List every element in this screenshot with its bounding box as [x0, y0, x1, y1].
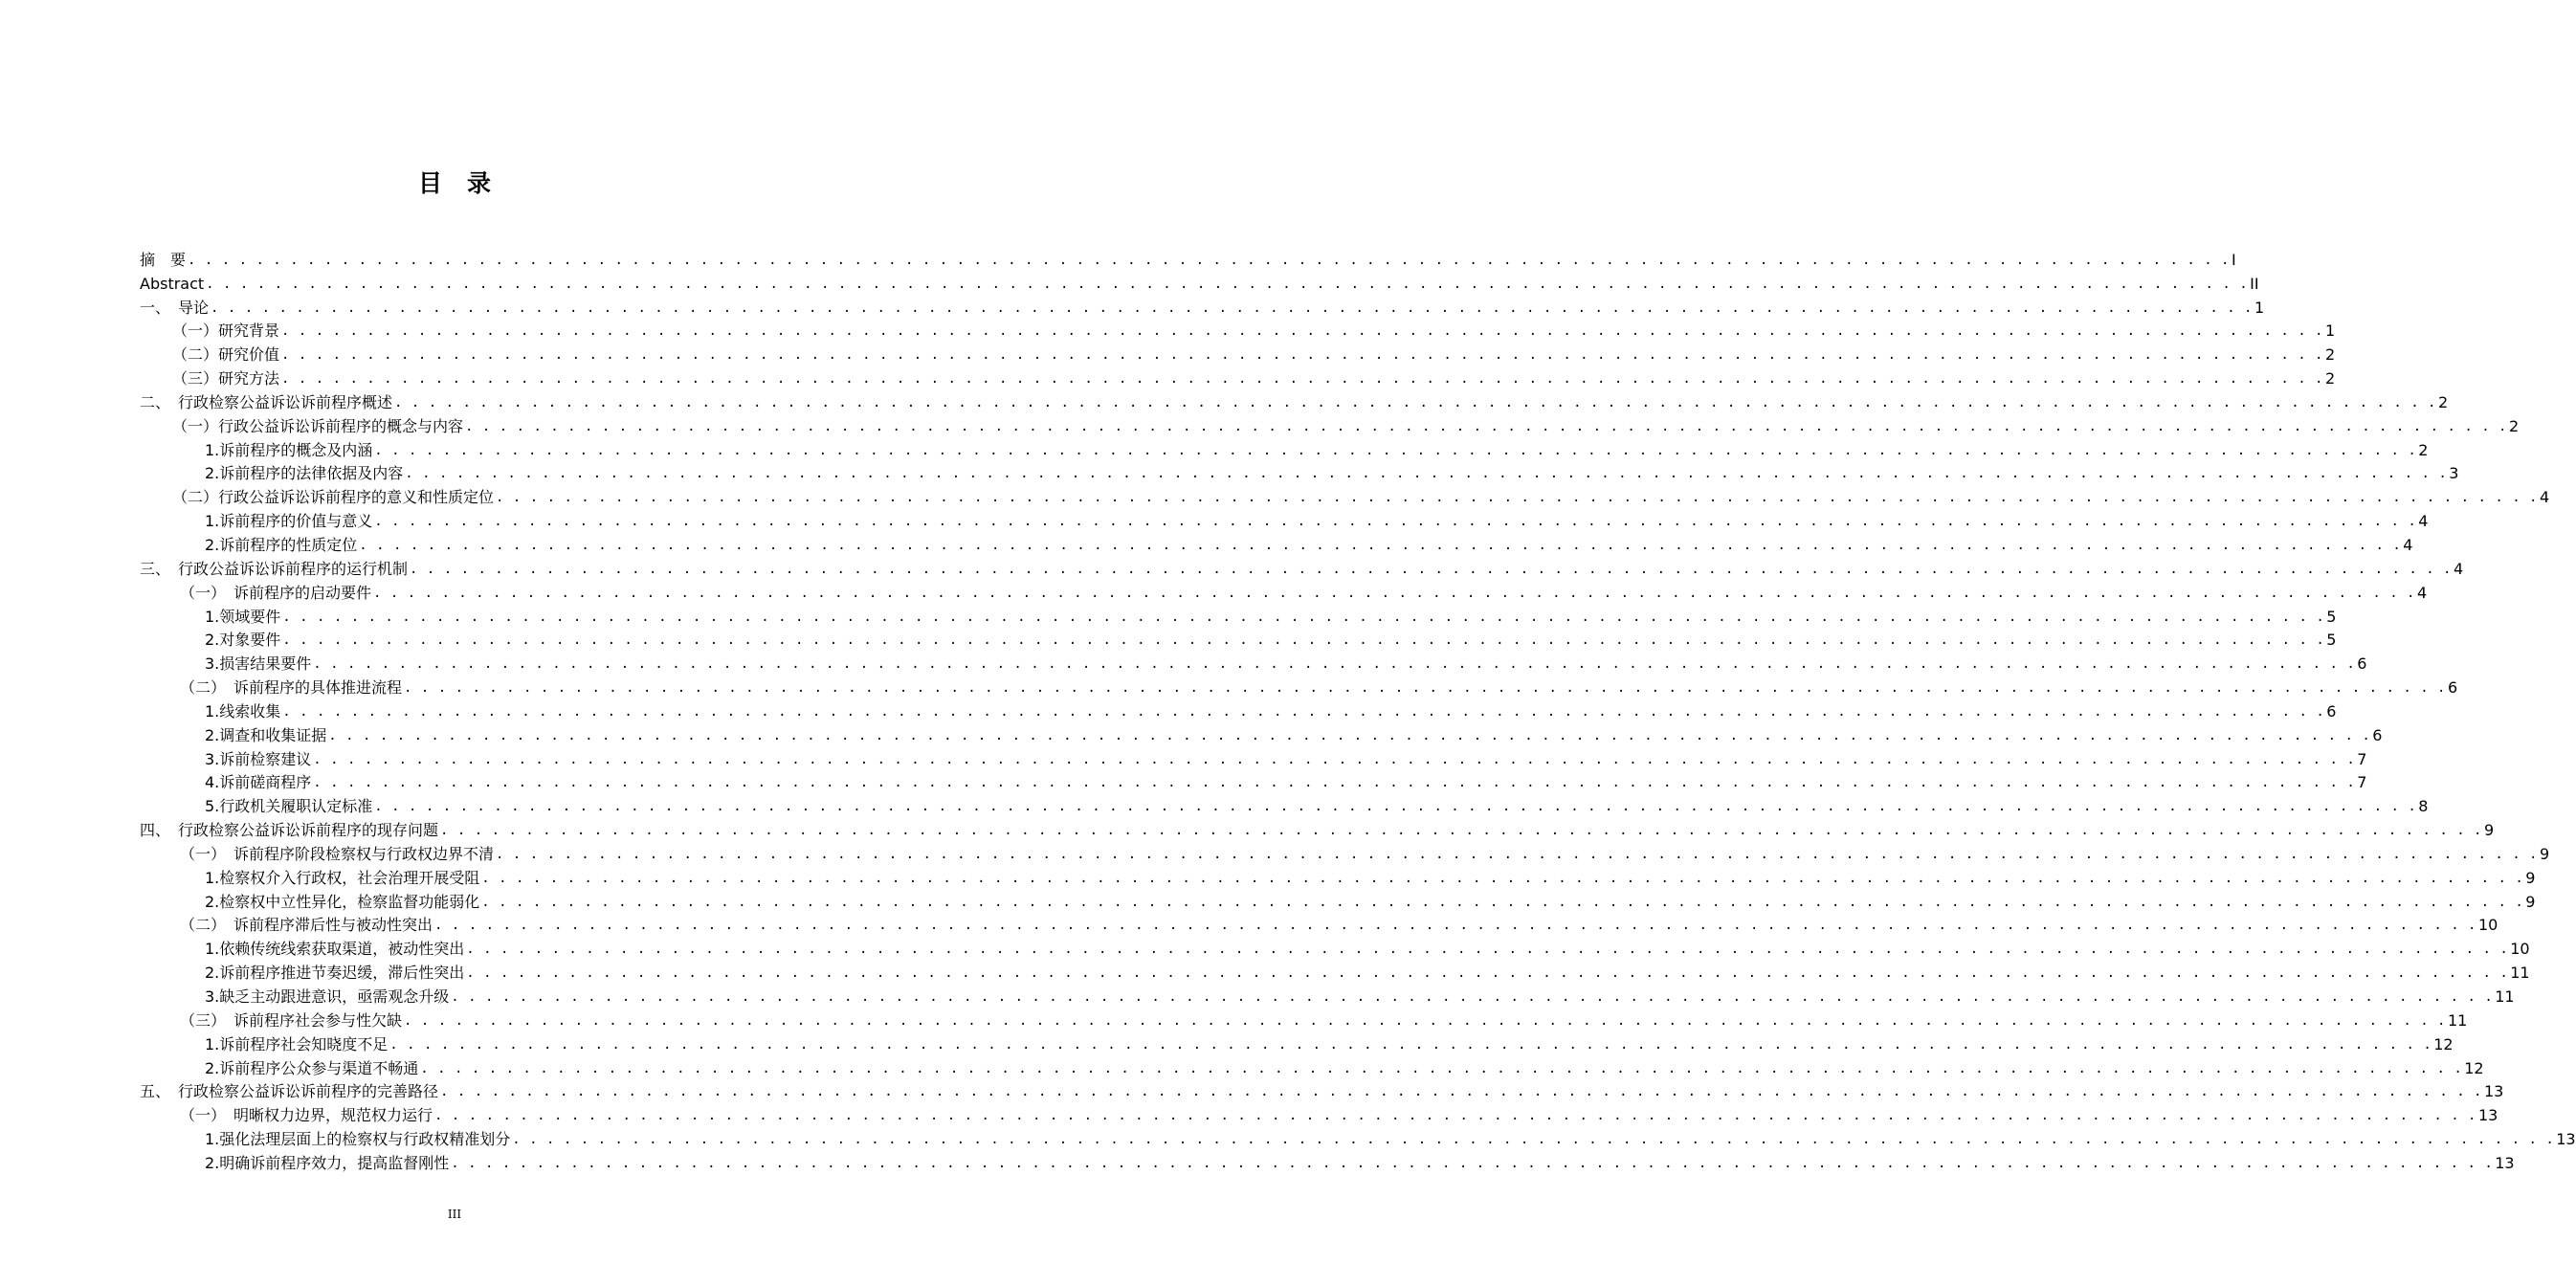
toc-entry-page: 5 — [2326, 607, 2337, 626]
toc-entry-label: （二） 诉前程序的具体推进流程 — [180, 678, 403, 698]
toc-dot-leader: . . . . . . . . . . . . . . . . . . . . . . . . . . . . . . . . . . . . . . . . . . . . . . . . . . . . . . . . . . . . . . . . . . . . . . . . . . . . . . . . . . . . . . . . . . . . . . . . . . . . . . . . . . . . . . . . . . . . . . . . — [451, 989, 2494, 1005]
toc-entry-label: 2.诉前程序的性质定位 — [205, 535, 358, 554]
toc-entry-page: 2 — [2418, 440, 2429, 459]
toc-dot-leader: . . . . . . . . . . . . . . . . . . . . . . . . . . . . . . . . . . . . . . . . . . . . . . . . . . . . . . . . . . . . . . . . . . . . . . . . . . . . . . . . . . . . . . . . . . . . . . . . . . . . . . . . . . . . . . . . . . . . . . . . — [282, 632, 2325, 649]
toc-dot-leader: . . . . . . . . . . . . . . . . . . . . . . . . . . . . . . . . . . . . . . . . . . . . . . . . . . . . . . . . . . . . . . . . . . . . . . . . . . . . . . . . . . . . . . . . . . . . . . . . . . . . . . . . . . . . . . . . . . . . . . . . — [188, 252, 2230, 268]
page-title — [0, 165, 909, 199]
toc-entry-label: 3.缺乏主动跟进意识，亟需观念升级 — [205, 987, 450, 1006]
toc-entry[interactable] — [140, 531, 2413, 555]
toc-entry-page: 1 — [2254, 298, 2265, 317]
toc-entry-page: 4 — [2403, 535, 2413, 554]
toc-entry-label: （一）行政公益诉讼诉前程序的概念与内容 — [172, 416, 464, 435]
page-title-char-1: 目 — [417, 169, 442, 197]
toc-entry-page: 11 — [2495, 987, 2515, 1006]
toc-entry-label: 3.诉前检察建议 — [205, 749, 312, 768]
toc-entry-label: 二、 行政检察公益诉讼诉前程序概述 — [140, 392, 393, 411]
toc-entry[interactable] — [140, 1007, 2468, 1031]
toc-entry[interactable] — [140, 935, 2530, 959]
toc-entry-page: 9 — [2525, 868, 2536, 887]
toc-entry-label: 2.诉前程序公众参与渠道不畅通 — [205, 1058, 419, 1077]
toc-entry-page: 6 — [2372, 725, 2383, 744]
toc-entry-page: 4 — [2453, 559, 2464, 578]
toc-entry-label: 4.诉前磋商程序 — [205, 773, 312, 792]
toc-dot-leader: . . . . . . . . . . . . . . . . . . . . . . . . . . . . . . . . . . . . . . . . . . . . . . . . . . . . . . . . . . . . . . . . . . . . . . . . . . . . . . . . . . . . . . . . . . . . . . . . . . . . . . . . . . . . . . . . . . . . . . . . — [389, 1036, 2432, 1053]
toc-entry[interactable] — [140, 1149, 2515, 1173]
toc-dot-leader: . . . . . . . . . . . . . . . . . . . . . . . . . . . . . . . . . . . . . . . . . . . . . . . . . . . . . . . . . . . . . . . . . . . . . . . . . . . . . . . . . . . . . . . . . . . . . . . . . . . . . . . . . . . . . . . . . . . . . . . . — [374, 514, 2417, 530]
toc-entry[interactable] — [140, 603, 2337, 627]
toc-entry[interactable] — [140, 983, 2515, 1007]
toc-entry[interactable] — [140, 1078, 2504, 1102]
toc-dot-leader: . . . . . . . . . . . . . . . . . . . . . . . . . . . . . . . . . . . . . . . . . . . . . . . . . . . . . . . . . . . . . . . . . . . . . . . . . . . . . . . . . . . . . . . . . . . . . . . . . . . . . . . . . . . . . . . . . . . . . . . . — [496, 846, 2538, 862]
toc-entry-page: 13 — [2477, 1106, 2498, 1125]
toc-entry-label: 1.依赖传统线索获取渠道，被动性突出 — [205, 940, 465, 959]
toc-entry[interactable] — [140, 1031, 2454, 1054]
toc-entry-page: 4 — [2418, 512, 2429, 531]
toc-entry-page: 9 — [2483, 821, 2495, 840]
toc-entry-page: 2 — [2508, 416, 2520, 435]
toc-entry-page: 10 — [2510, 940, 2530, 959]
toc-dot-leader: . . . . . . . . . . . . . . . . . . . . . . . . . . . . . . . . . . . . . . . . . . . . . . . . . . . . . . . . . . . . . . . . . . . . . . . . . . . . . . . . . . . . . . . . . . . . . . . . . . . . . . . . . . . . . . . . . . . . . . . . — [434, 1108, 2476, 1124]
toc-entry[interactable] — [140, 1125, 2576, 1149]
toc-dot-leader: . . . . . . . . . . . . . . . . . . . . . . . . . . . . . . . . . . . . . . . . . . . . . . . . . . . . . . . . . . . . . . . . . . . . . . . . . . . . . . . . . . . . . . . . . . . . . . . . . . . . . . . . . . . . . . . . . . . . . . . . — [466, 965, 2509, 982]
toc-dot-leader: . . . . . . . . . . . . . . . . . . . . . . . . . . . . . . . . . . . . . . . . . . . . . . . . . . . . . . . . . . . . . . . . . . . . . . . . . . . . . . . . . . . . . . . . . . . . . . . . . . . . . . . . . . . . . . . . . . . . . . . . — [451, 1155, 2494, 1171]
toc-entry-label: 2.诉前程序的法律依据及内容 — [205, 464, 404, 483]
toc-entry[interactable] — [140, 341, 2336, 365]
toc-dot-leader: . . . . . . . . . . . . . . . . . . . . . . . . . . . . . . . . . . . . . . . . . . . . . . . . . . . . . . . . . . . . . . . . . . . . . . . . . . . . . . . . . . . . . . . . . . . . . . . . . . . . . . . . . . . . . . . . . . . . . . . . — [481, 870, 2524, 886]
toc-entry-label: 1.强化法理层面上的检察权与行政权精准划分 — [205, 1130, 511, 1149]
toc-entry-page: 11 — [2510, 964, 2530, 983]
toc-entry-page: 7 — [2357, 749, 2367, 768]
toc-entry-label: 3.损害结果要件 — [205, 654, 312, 674]
toc-entry-label: 1.诉前程序社会知晓度不足 — [205, 1034, 389, 1053]
toc-entry[interactable] — [140, 388, 2449, 412]
toc-entry-label: 5.行政机关履职认定标准 — [205, 797, 373, 816]
toc-dot-leader: . . . . . . . . . . . . . . . . . . . . . . . . . . . . . . . . . . . . . . . . . . . . . . . . . . . . . . . . . . . . . . . . . . . . . . . . . . . . . . . . . . . . . . . . . . . . . . . . . . . . . . . . . . . . . . . . . . . . . . . . — [404, 1012, 2446, 1029]
table-of-contents — [140, 246, 2576, 1173]
toc-entry-label: 2.明确诉前程序效力，提高监督刚性 — [205, 1153, 450, 1172]
toc-entry-label: 1.领域要件 — [205, 607, 281, 626]
toc-entry-label: 五、 行政检察公益诉讼诉前程序的完善路径 — [140, 1082, 439, 1101]
toc-entry[interactable] — [140, 579, 2428, 603]
toc-entry[interactable] — [140, 436, 2429, 460]
toc-entry[interactable] — [140, 246, 2236, 270]
toc-entry-label: （二）研究价值 — [172, 345, 280, 365]
toc-entry[interactable] — [140, 698, 2337, 721]
toc-dot-leader: . . . . . . . . . . . . . . . . . . . . . . . . . . . . . . . . . . . . . . . . . . . . . . . . . . . . . . . . . . . . . . . . . . . . . . . . . . . . . . . . . . . . . . . . . . . . . . . . . . . . . . . . . . . . . . . . . . . . . . . . — [373, 585, 2415, 601]
toc-entry-page: 8 — [2418, 797, 2429, 816]
toc-entry-label: 摘 要 — [140, 250, 187, 269]
toc-entry-label: （一） 诉前程序的启动要件 — [180, 583, 372, 602]
toc-entry[interactable] — [140, 840, 2550, 864]
toc-entry-label: （三） 诉前程序社会参与性欠缺 — [180, 1010, 403, 1030]
toc-entry[interactable] — [140, 555, 2464, 579]
toc-entry[interactable] — [140, 888, 2536, 912]
page-number: III — [447, 1208, 462, 1221]
toc-entry[interactable] — [140, 1101, 2498, 1125]
toc-entry-label: 2.诉前程序推进节奏迟缓，滞后性突出 — [205, 964, 465, 983]
toc-entry-page: I — [2231, 250, 2236, 269]
toc-entry-page: 12 — [2464, 1058, 2484, 1077]
toc-entry[interactable] — [140, 745, 2367, 769]
toc-entry-label: 1.检察权介入行政权，社会治理开展受阻 — [205, 868, 480, 887]
toc-dot-leader: . . . . . . . . . . . . . . . . . . . . . . . . . . . . . . . . . . . . . . . . . . . . . . . . . . . . . . . . . . . . . . . . . . . . . . . . . . . . . . . . . . . . . . . . . . . . . . . . . . . . . . . . . . . . . . . . . . . . . . . . — [440, 1084, 2482, 1100]
toc-dot-leader: . . . . . . . . . . . . . . . . . . . . . . . . . . . . . . . . . . . . . . . . . . . . . . . . . . . . . . . . . . . . . . . . . . . . . . . . . . . . . . . . . . . . . . . . . . . . . . . . . . . . . . . . . . . . . . . . . . . . . . . . — [481, 894, 2524, 910]
toc-entry-label: （一） 诉前程序阶段检察权与行政权边界不清 — [180, 844, 495, 863]
toc-entry-label: （二） 诉前程序滞后性与被动性突出 — [180, 916, 433, 935]
toc-dot-leader: . . . . . . . . . . . . . . . . . . . . . . . . . . . . . . . . . . . . . . . . . . . . . . . . . . . . . . . . . . . . . . . . . . . . . . . . . . . . . . . . . . . . . . . . . . . . . . . . . . . . . . . . . . . . . . . . . . . . . . . . — [410, 561, 2452, 577]
toc-entry-label: 三、 行政公益诉讼诉前程序的运行机制 — [140, 559, 409, 578]
toc-entry-page: II — [2250, 274, 2259, 293]
toc-dot-leader: . . . . . . . . . . . . . . . . . . . . . . . . . . . . . . . . . . . . . . . . . . . . . . . . . . . . . . . . . . . . . . . . . . . . . . . . . . . . . . . . . . . . . . . . . . . . . . . . . . . . . . . . . . . . . . . . . . . . . . . . — [405, 466, 2448, 482]
toc-entry-page: 7 — [2357, 773, 2367, 792]
toc-dot-leader: . . . . . . . . . . . . . . . . . . . . . . . . . . . . . . . . . . . . . . . . . . . . . . . . . . . . . . . . . . . . . . . . . . . . . . . . . . . . . . . . . . . . . . . . . . . . . . . . . . . . . . . . . . . . . . . . . . . . . . . . — [374, 799, 2417, 815]
toc-entry-page: 12 — [2433, 1034, 2454, 1053]
toc-dot-leader: . . . . . . . . . . . . . . . . . . . . . . . . . . . . . . . . . . . . . . . . . . . . . . . . . . . . . . . . . . . . . . . . . . . . . . . . . . . . . . . . . . . . . . . . . . . . . . . . . . . . . . . . . . . . . . . . . . . . . . . . — [281, 323, 2323, 340]
toc-entry-label: （一）研究背景 — [172, 322, 280, 341]
toc-entry-page: 13 — [2556, 1130, 2576, 1149]
toc-entry-label: 2.检察权中立性异化，检察监督功能弱化 — [205, 892, 480, 911]
toc-entry[interactable] — [140, 294, 2265, 318]
toc-entry[interactable] — [140, 270, 2259, 294]
toc-entry[interactable] — [140, 816, 2495, 840]
toc-dot-leader: . . . . . . . . . . . . . . . . . . . . . . . . . . . . . . . . . . . . . . . . . . . . . . . . . . . . . . . . . . . . . . . . . . . . . . . . . . . . . . . . . . . . . . . . . . . . . . . . . . . . . . . . . . . . . . . . . . . . . . . . — [281, 347, 2323, 364]
toc-dot-leader: . . . . . . . . . . . . . . . . . . . . . . . . . . . . . . . . . . . . . . . . . . . . . . . . . . . . . . . . . . . . . . . . . . . . . . . . . . . . . . . . . . . . . . . . . . . . . . . . . . . . . . . . . . . . . . . . . . . . . . . . — [374, 442, 2417, 458]
toc-dot-leader: . . . . . . . . . . . . . . . . . . . . . . . . . . . . . . . . . . . . . . . . . . . . . . . . . . . . . . . . . . . . . . . . . . . . . . . . . . . . . . . . . . . . . . . . . . . . . . . . . . . . . . . . . . . . . . . . . . . . . . . . — [512, 1132, 2555, 1148]
toc-entry-page: 13 — [2483, 1082, 2504, 1101]
toc-entry-label: （二）行政公益诉讼诉前程序的意义和性质定位 — [172, 488, 495, 507]
toc-entry[interactable] — [140, 507, 2429, 531]
toc-dot-leader: . . . . . . . . . . . . . . . . . . . . . . . . . . . . . . . . . . . . . . . . . . . . . . . . . . . . . . . . . . . . . . . . . . . . . . . . . . . . . . . . . . . . . . . . . . . . . . . . . . . . . . . . . . . . . . . . . . . . . . . . — [420, 1060, 2463, 1076]
toc-entry-page: 13 — [2495, 1153, 2515, 1172]
toc-dot-leader: . . . . . . . . . . . . . . . . . . . . . . . . . . . . . . . . . . . . . . . . . . . . . . . . . . . . . . . . . . . . . . . . . . . . . . . . . . . . . . . . . . . . . . . . . . . . . . . . . . . . . . . . . . . . . . . . . . . . . . . . — [440, 823, 2482, 839]
toc-dot-leader: . . . . . . . . . . . . . . . . . . . . . . . . . . . . . . . . . . . . . . . . . . . . . . . . . . . . . . . . . . . . . . . . . . . . . . . . . . . . . . . . . . . . . . . . . . . . . . . . . . . . . . . . . . . . . . . . . . . . . . . . — [281, 371, 2323, 388]
toc-entry-page: 5 — [2326, 631, 2337, 650]
toc-entry-page: 6 — [2357, 654, 2367, 674]
toc-entry[interactable] — [140, 769, 2367, 793]
toc-entry[interactable] — [140, 912, 2498, 936]
toc-entry[interactable] — [140, 627, 2337, 651]
toc-entry-label: 1.诉前程序的概念及内涵 — [205, 440, 373, 459]
toc-entry-label: 2.调查和收集证据 — [205, 725, 327, 744]
toc-dot-leader: . . . . . . . . . . . . . . . . . . . . . . . . . . . . . . . . . . . . . . . . . . . . . . . . . . . . . . . . . . . . . . . . . . . . . . . . . . . . . . . . . . . . . . . . . . . . . . . . . . . . . . . . . . . . . . . . . . . . . . . . — [404, 680, 2446, 697]
toc-entry[interactable] — [140, 365, 2336, 388]
toc-entry-page: 2 — [2324, 369, 2336, 388]
toc-entry-page: 6 — [2326, 701, 2337, 721]
toc-entry-label: 四、 行政检察公益诉讼诉前程序的现存问题 — [140, 821, 439, 840]
toc-entry-label: （三）研究方法 — [172, 369, 280, 388]
toc-entry[interactable] — [140, 483, 2550, 507]
toc-entry[interactable] — [140, 412, 2520, 436]
toc-entry-page: 9 — [2525, 892, 2536, 911]
toc-dot-leader: . . . . . . . . . . . . . . . . . . . . . . . . . . . . . . . . . . . . . . . . . . . . . . . . . . . . . . . . . . . . . . . . . . . . . . . . . . . . . . . . . . . . . . . . . . . . . . . . . . . . . . . . . . . . . . . . . . . . . . . . — [313, 656, 2356, 673]
toc-entry-page: 10 — [2477, 916, 2498, 935]
toc-entry-page: 3 — [2449, 464, 2459, 483]
toc-entry-page: 4 — [2539, 488, 2550, 507]
toc-entry-page: 2 — [2324, 345, 2336, 365]
toc-entry[interactable] — [140, 721, 2383, 745]
toc-entry[interactable] — [140, 674, 2458, 698]
toc-dot-leader: . . . . . . . . . . . . . . . . . . . . . . . . . . . . . . . . . . . . . . . . . . . . . . . . . . . . . . . . . . . . . . . . . . . . . . . . . . . . . . . . . . . . . . . . . . . . . . . . . . . . . . . . . . . . . . . . . . . . . . . . — [465, 418, 2507, 434]
toc-dot-leader: . . . . . . . . . . . . . . . . . . . . . . . . . . . . . . . . . . . . . . . . . . . . . . . . . . . . . . . . . . . . . . . . . . . . . . . . . . . . . . . . . . . . . . . . . . . . . . . . . . . . . . . . . . . . . . . . . . . . . . . . — [466, 942, 2509, 958]
toc-dot-leader: . . . . . . . . . . . . . . . . . . . . . . . . . . . . . . . . . . . . . . . . . . . . . . . . . . . . . . . . . . . . . . . . . . . . . . . . . . . . . . . . . . . . . . . . . . . . . . . . . . . . . . . . . . . . . . . . . . . . . . . . — [496, 490, 2538, 506]
toc-dot-leader: . . . . . . . . . . . . . . . . . . . . . . . . . . . . . . . . . . . . . . . . . . . . . . . . . . . . . . . . . . . . . . . . . . . . . . . . . . . . . . . . . . . . . . . . . . . . . . . . . . . . . . . . . . . . . . . . . . . . . . . . — [394, 394, 2436, 410]
toc-entry[interactable] — [140, 318, 2336, 342]
toc-entry-label: 2.对象要件 — [205, 631, 281, 650]
toc-entry[interactable] — [140, 792, 2429, 816]
toc-entry[interactable] — [140, 864, 2536, 888]
toc-entry-label: （一） 明晰权力边界，规范权力运行 — [180, 1106, 433, 1125]
toc-entry[interactable] — [140, 959, 2530, 983]
toc-dot-leader: . . . . . . . . . . . . . . . . . . . . . . . . . . . . . . . . . . . . . . . . . . . . . . . . . . . . . . . . . . . . . . . . . . . . . . . . . . . . . . . . . . . . . . . . . . . . . . . . . . . . . . . . . . . . . . . . . . . . . . . . — [313, 751, 2356, 767]
toc-entry-page: 4 — [2416, 583, 2428, 602]
toc-entry-label: 1.线索收集 — [205, 701, 281, 721]
toc-dot-leader: . . . . . . . . . . . . . . . . . . . . . . . . . . . . . . . . . . . . . . . . . . . . . . . . . . . . . . . . . . . . . . . . . . . . . . . . . . . . . . . . . . . . . . . . . . . . . . . . . . . . . . . . . . . . . . . . . . . . . . . . — [359, 537, 2402, 553]
toc-entry-page: 1 — [2324, 322, 2336, 341]
toc-dot-leader: . . . . . . . . . . . . . . . . . . . . . . . . . . . . . . . . . . . . . . . . . . . . . . . . . . . . . . . . . . . . . . . . . . . . . . . . . . . . . . . . . . . . . . . . . . . . . . . . . . . . . . . . . . . . . . . . . . . . . . . . — [282, 703, 2325, 720]
toc-entry-label: Abstract — [140, 274, 205, 293]
toc-dot-leader: . . . . . . . . . . . . . . . . . . . . . . . . . . . . . . . . . . . . . . . . . . . . . . . . . . . . . . . . . . . . . . . . . . . . . . . . . . . . . . . . . . . . . . . . . . . . . . . . . . . . . . . . . . . . . . . . . . . . . . . . — [328, 727, 2371, 743]
toc-dot-leader: . . . . . . . . . . . . . . . . . . . . . . . . . . . . . . . . . . . . . . . . . . . . . . . . . . . . . . . . . . . . . . . . . . . . . . . . . . . . . . . . . . . . . . . . . . . . . . . . . . . . . . . . . . . . . . . . . . . . . . . . — [313, 775, 2356, 791]
toc-dot-leader: . . . . . . . . . . . . . . . . . . . . . . . . . . . . . . . . . . . . . . . . . . . . . . . . . . . . . . . . . . . . . . . . . . . . . . . . . . . . . . . . . . . . . . . . . . . . . . . . . . . . . . . . . . . . . . . . . . . . . . . . — [206, 276, 2249, 292]
page-title-char-2: 录 — [467, 169, 492, 197]
toc-entry-page: 6 — [2447, 678, 2458, 698]
toc-entry-label: 1.诉前程序的价值与意义 — [205, 512, 373, 531]
toc-entry-page: 11 — [2447, 1010, 2468, 1030]
toc-dot-leader: . . . . . . . . . . . . . . . . . . . . . . . . . . . . . . . . . . . . . . . . . . . . . . . . . . . . . . . . . . . . . . . . . . . . . . . . . . . . . . . . . . . . . . . . . . . . . . . . . . . . . . . . . . . . . . . . . . . . . . . . — [434, 918, 2476, 934]
toc-dot-leader: . . . . . . . . . . . . . . . . . . . . . . . . . . . . . . . . . . . . . . . . . . . . . . . . . . . . . . . . . . . . . . . . . . . . . . . . . . . . . . . . . . . . . . . . . . . . . . . . . . . . . . . . . . . . . . . . . . . . . . . . — [211, 299, 2253, 316]
toc-entry[interactable] — [140, 460, 2459, 484]
toc-entry-label: 一、 导论 — [140, 298, 210, 317]
toc-dot-leader: . . . . . . . . . . . . . . . . . . . . . . . . . . . . . . . . . . . . . . . . . . . . . . . . . . . . . . . . . . . . . . . . . . . . . . . . . . . . . . . . . . . . . . . . . . . . . . . . . . . . . . . . . . . . . . . . . . . . . . . . — [282, 609, 2325, 625]
toc-entry[interactable] — [140, 650, 2367, 674]
toc-entry[interactable] — [140, 1054, 2484, 1078]
toc-entry-page: 9 — [2539, 844, 2550, 863]
toc-entry-page: 2 — [2437, 392, 2449, 411]
